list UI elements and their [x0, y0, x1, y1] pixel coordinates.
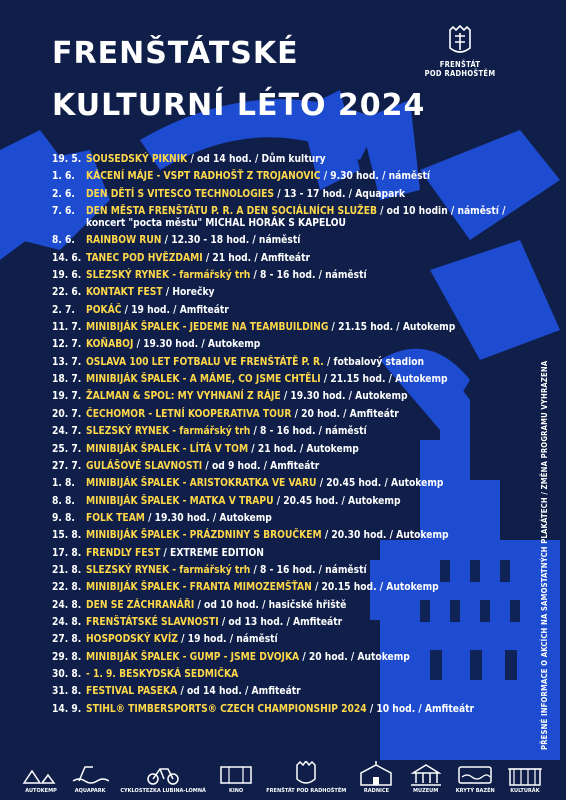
event-details: / od 10 hod. / hasičské hřiště: [194, 599, 347, 611]
event-date: 18. 7.: [52, 374, 82, 386]
event-date: 22. 8.: [52, 582, 82, 594]
event-date: 17. 8.: [52, 547, 82, 559]
event-row: [52, 669, 522, 681]
event-row: [52, 478, 522, 490]
event-date: 8. 8.: [52, 495, 75, 507]
event-row: [52, 600, 522, 612]
venue-label: AQUAPARK: [74, 787, 106, 794]
event-details: / 21 hod. / Amfiteátr: [202, 252, 311, 264]
event-row: [52, 686, 522, 698]
event-name: MINIBIJÁK ŠPALEK - LÍTÁ V TOM: [86, 443, 249, 455]
logo-line-2: POD RADHOŠTĚM: [424, 69, 496, 78]
event-details: / 8 - 16 hod. / náměstí: [250, 564, 367, 576]
event-row: [52, 270, 522, 282]
title-line-1: FRENŠTÁTSKÉ: [52, 36, 299, 71]
event-name: ŽALMAN & SPOL: MY VYHNANÍ Z RÁJE: [86, 391, 281, 403]
event-description: [86, 686, 522, 698]
event-description: [86, 478, 522, 490]
town-hall-icon: [357, 761, 395, 787]
event-date: 24. 8.: [52, 599, 82, 611]
event-date: 12. 7.: [52, 339, 82, 351]
event-name: DEN MĚSTA FRENŠTÁTU P. R. A DEN SOCIÁLNÍCH SLUŽEB: [86, 206, 377, 218]
event-date: 19. 5.: [52, 154, 82, 165]
event-description: [86, 461, 522, 473]
event-details: / 21.15 hod. / Autokemp: [328, 322, 456, 334]
event-list: [52, 154, 522, 721]
event-description: [86, 322, 522, 334]
venue-label: AUTOKEMP: [25, 787, 57, 794]
event-date: 19. 6.: [52, 270, 82, 282]
event-name: DEN SE ZÁCHRANÁŘI: [86, 599, 195, 611]
event-description: [86, 548, 522, 560]
event-details: / 13 - 17 hod. / Aquapark: [274, 188, 405, 200]
event-description: [86, 235, 522, 247]
culture-house-icon: [506, 761, 544, 787]
event-details: / 21.15 hod. / Autokemp: [320, 374, 448, 386]
event-row: [52, 409, 522, 421]
event-name: STIHL® TIMBERSPORTS® CZECH CHAMPIONSHIP 2024: [86, 703, 367, 715]
event-description: [86, 409, 522, 421]
event-description: [86, 206, 522, 230]
town-crest-icon: [443, 24, 477, 58]
event-date: 24. 7.: [52, 426, 82, 438]
side-note: PŘESNÉ INFORMACE O AKCÍCH NA SAMOSTATNÝCH PLAKÁTECH / ZMĚNA PROGRAMU VYHRAZENA: [540, 360, 549, 750]
event-row: [52, 322, 522, 334]
event-row: [52, 374, 522, 386]
event-date: 22. 6.: [52, 287, 82, 299]
event-date: 27. 7.: [52, 460, 82, 472]
event-description: [86, 171, 522, 183]
event-description: [86, 391, 522, 403]
event-row: [52, 171, 522, 183]
event-details: / 8 - 16 hod. / náměstí: [250, 426, 367, 438]
event-row: [52, 391, 522, 403]
event-name: HOSPODSKÝ KVÍZ: [86, 634, 178, 646]
event-date: 15. 8.: [52, 530, 82, 542]
logo-line-1: FRENŠTÁT: [439, 60, 481, 69]
event-name: - 1. 9. BESKYDSKÁ SEDMIČKA: [86, 668, 239, 680]
event-details: / 9.30 hod. / náměstí: [320, 171, 431, 183]
event-row: [52, 287, 522, 299]
town-crest-icon: [287, 761, 325, 787]
event-row: [52, 496, 522, 508]
event-details: / 20.45 hod. / Autokemp: [273, 495, 401, 507]
event-details: / 19 hod. / náměstí: [177, 634, 278, 646]
event-description: [86, 513, 522, 525]
event-date: 31. 8.: [52, 686, 82, 698]
venue-label: MUZEUM: [412, 787, 439, 794]
event-description: [86, 617, 522, 629]
event-date: 1. 6.: [52, 171, 75, 183]
event-row: [52, 652, 522, 664]
event-name: MINIBIJÁK ŠPALEK - PRÁZDNINY S BROUČKEM: [86, 530, 322, 542]
event-details: / 8 - 16 hod. / náměstí: [250, 270, 367, 282]
event-details: / 20.45 hod. / Autokemp: [316, 478, 444, 490]
event-details: / 20.15 hod. / Autokemp: [311, 582, 439, 594]
venue-footer: [22, 750, 544, 794]
cyclepath-icon: [144, 761, 182, 787]
event-name: KONTAKT FEST: [86, 287, 163, 299]
event-date: 14. 9.: [52, 703, 82, 715]
event-name: FRENDLY FEST: [86, 547, 161, 559]
event-name: KOŇABOJ: [86, 339, 134, 351]
event-name: DEN DĚTÍ S VITESCO TECHNOLOGIES: [86, 188, 274, 200]
event-details: / od 9 hod. / Amfiteátr: [202, 460, 320, 472]
event-description: [86, 253, 522, 265]
event-name: FOLK TEAM: [86, 512, 145, 524]
event-description: [86, 582, 522, 594]
event-row: [52, 253, 522, 265]
event-row: [52, 565, 522, 577]
event-row: [52, 339, 522, 351]
event-row: [52, 426, 522, 438]
event-date: 24. 8.: [52, 616, 82, 628]
museum-icon: [407, 761, 445, 787]
event-name: RAINBOW RUN: [86, 235, 162, 247]
event-description: [86, 305, 522, 317]
event-date: 20. 7.: [52, 408, 82, 420]
event-details: / 19.30 hod. / Autokemp: [280, 391, 408, 403]
event-description: [86, 287, 522, 299]
event-date: 9. 8.: [52, 512, 75, 524]
cinema-icon: [217, 761, 255, 787]
event-name: OSLAVA 100 LET FOTBALU VE FRENŠTÁTĚ P. R.: [86, 356, 324, 368]
event-details: / 19 hod. / Amfiteátr: [121, 304, 229, 316]
event-date: 2. 7.: [52, 304, 75, 316]
event-name: MINIBIJÁK ŠPALEK - JEDEME NA TEAMBUILDING: [86, 322, 329, 334]
event-date: 19. 7.: [52, 391, 82, 403]
event-name: MINIBIJÁK ŠPALEK - ARISTOKRATKA VE VARU: [86, 478, 317, 490]
event-details: / od 14 hod. / Dům kultury: [187, 154, 326, 165]
event-name: ČECHOMOR - LETNÍ KOOPERATIVA TOUR: [86, 408, 292, 420]
event-name: FESTIVAL PASEKA: [86, 686, 178, 698]
event-details: / 10 hod. / Amfiteátr: [366, 703, 475, 715]
venue-label: CYKLOSTEZKA LUBINA-LOMNÁ: [120, 787, 206, 794]
event-date: 2. 6.: [52, 188, 75, 200]
event-date: 1. 8.: [52, 478, 75, 490]
event-description: [86, 565, 522, 577]
venue-label: KINO: [228, 787, 244, 794]
venue-autokemp: [22, 761, 60, 795]
event-description: [86, 154, 522, 166]
venue-label: FRENŠTÁT POD RADHOŠTĚM: [266, 787, 347, 794]
aquapark-icon: [71, 761, 109, 787]
venue-culture-house: [506, 761, 544, 795]
event-name: SLEZSKÝ RYNEK - farmářský trh: [86, 426, 251, 438]
event-row: [52, 548, 522, 560]
event-name: FRENŠTÁTSKÉ SLAVNOSTI: [86, 616, 219, 628]
event-description: [86, 496, 522, 508]
event-date: 30. 8.: [52, 668, 82, 680]
event-name: SOUSEDSKÝ PIKNIK: [86, 154, 188, 165]
event-details: / fotbalový stadion: [323, 356, 425, 368]
event-description: [86, 669, 522, 681]
event-description: [86, 357, 522, 369]
event-row: [52, 154, 522, 166]
event-description: [86, 600, 522, 612]
event-description: [86, 530, 522, 542]
event-row: [52, 189, 522, 201]
venue-label: KULTURÁK: [510, 787, 540, 794]
event-details: / 19.30 hod. / Autokemp: [133, 339, 261, 351]
event-row: [52, 513, 522, 525]
event-description: [86, 339, 522, 351]
event-description: [86, 374, 522, 386]
event-description: [86, 270, 522, 282]
event-row: [52, 617, 522, 629]
event-row: [52, 704, 522, 716]
event-name: GULÁŠOVÉ SLAVNOSTI: [86, 460, 203, 472]
event-details: / 12.30 - 18 hod. / náměstí: [161, 235, 301, 247]
venue-label: RADNICE: [363, 787, 390, 794]
event-row: [52, 634, 522, 646]
venue-museum: [407, 761, 445, 795]
event-row: [52, 530, 522, 542]
event-description: [86, 426, 522, 438]
venue-cyclepath: [120, 761, 206, 795]
swimming-pool-icon: [456, 761, 494, 787]
event-date: 13. 7.: [52, 356, 82, 368]
event-date: 7. 6.: [52, 206, 75, 218]
event-details: / 20.30 hod. / Autokemp: [321, 530, 449, 542]
event-details: / EXTREME EDITION: [160, 547, 264, 559]
venue-cinema: [217, 761, 255, 795]
event-name: TANEC POD HVĚZDAMI: [86, 252, 203, 264]
event-date: 11. 7.: [52, 322, 82, 334]
event-name: KÁCENÍ MÁJE - VSPT RADHOŠŤ Z TROJANOVIC: [86, 171, 321, 183]
event-description: [86, 189, 522, 201]
event-details: / 19.30 hod. / Autokemp: [144, 512, 272, 524]
event-row: [52, 206, 522, 230]
event-date: 25. 7.: [52, 443, 82, 455]
event-name: POKÁČ: [86, 304, 122, 316]
event-description: [86, 704, 522, 716]
title-line-2: KULTURNÍ LÉTO 2024: [52, 88, 426, 123]
event-description: [86, 652, 522, 664]
event-name: SLEZSKÝ RYNEK - farmářský trh: [86, 564, 251, 576]
event-row: [52, 357, 522, 369]
event-row: [52, 461, 522, 473]
venue-aquapark: [71, 761, 109, 795]
event-details: / Horečky: [162, 287, 215, 299]
event-row: [52, 305, 522, 317]
event-details: / 20 hod. / Amfiteátr: [291, 408, 399, 420]
event-name: MINIBIJÁK ŠPALEK - FRANTA MIMOZEMŠŤAN: [86, 582, 312, 594]
venue-swimming-pool: [456, 761, 495, 795]
event-name: MINIBIJÁK ŠPALEK - MATKA V TRAPU: [86, 495, 274, 507]
event-details: / od 14 hod. / Amfiteátr: [177, 686, 301, 698]
event-details: / 21 hod. / Autokemp: [248, 443, 359, 455]
venue-town-hall: [357, 761, 395, 795]
autokemp-icon: [22, 761, 60, 787]
event-details: / od 13 hod. / Amfiteátr: [218, 616, 343, 628]
event-details: / 20 hod. / Autokemp: [299, 651, 410, 663]
event-name: MINIBIJÁK ŠPALEK - GUMP - JSME DVOJKA: [86, 651, 300, 663]
event-description: [86, 444, 522, 456]
event-row: [52, 582, 522, 594]
event-date: 8. 6.: [52, 235, 75, 247]
venue-town-crest: [266, 761, 346, 795]
event-name: MINIBIJÁK ŠPALEK - A MÁME, CO JSME CHTĚLI: [86, 374, 321, 386]
event-date: 29. 8.: [52, 651, 82, 663]
venue-label: KRYTÝ BAZÉN: [455, 787, 495, 794]
event-name: SLEZSKÝ RYNEK - farmářský trh: [86, 270, 251, 282]
event-date: 21. 8.: [52, 564, 82, 576]
event-description: [86, 634, 522, 646]
event-row: [52, 444, 522, 456]
event-date: 14. 6.: [52, 252, 82, 264]
town-logo: [400, 24, 520, 78]
event-details: / od 10 hodin / náměstí / koncert "pocta městu" MICHAL HORÁK S KAPELOU: [86, 206, 506, 230]
event-date: 27. 8.: [52, 634, 82, 646]
event-row: [52, 235, 522, 247]
